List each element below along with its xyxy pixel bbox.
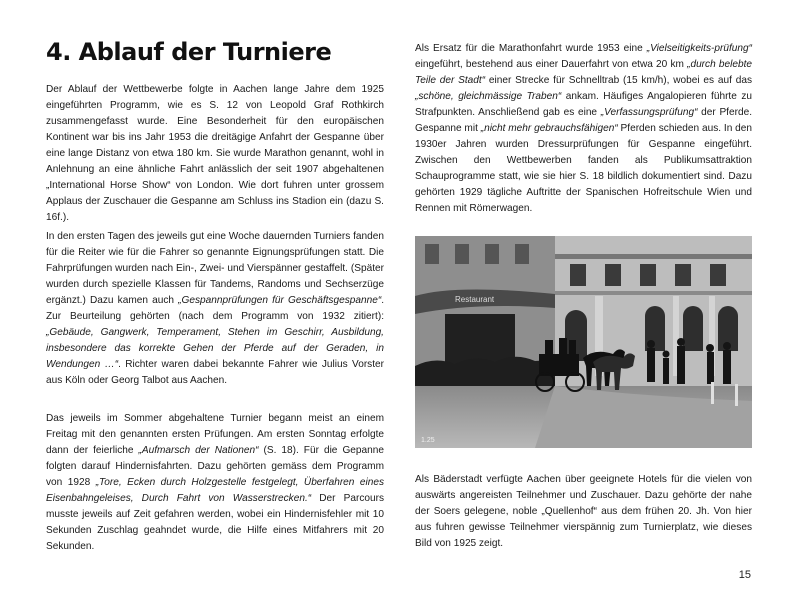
page-number: 15	[738, 569, 751, 581]
quote: „Verfassungsprüfung“	[600, 107, 698, 118]
page-title: 4. Ablauf der Turniere	[46, 38, 332, 66]
historic-photo-quellenhof	[415, 236, 752, 448]
photo-caption: Als Bäderstadt verfügte Aachen über geeignete Hotels für die vielen von auswärts angereisten Teilnehmer und Zuschauer. Dazu gehörte der nahe der Soers gelegene, noble „Quellenhof“ aus dem frühen 20. Jh. Von hier aus fuhren gewisse Teilnehmer vierspännig zum Turnierplatz, wie dieses Bild von 1925 zeigt.	[415, 474, 752, 549]
quote: „schöne, gleichmässige Traben“	[415, 91, 562, 102]
quote: „Gespannprüfungen für Geschäftsgespanne“	[178, 295, 382, 306]
paragraph-sommer-turnier	[46, 411, 384, 555]
photo-illustration	[415, 236, 752, 448]
text-run: (S. 18). Für die Gepanne folgten darauf Hindernisfahrten. Dazu gehörten gemäss dem Programm von 1928	[46, 445, 384, 488]
text-run: . Zur Beurteilung gehörten (nach dem Programm von 1932 zitiert):	[46, 295, 384, 322]
photo-corner-mark: 1.25	[421, 437, 435, 444]
text-run: einer Strecke für Schnelltrab (15 km/h), wobei es auf das	[485, 75, 753, 86]
quote: „Aufmarsch der Nationen“	[138, 445, 259, 456]
paragraph-eignungspruefungen	[46, 229, 384, 389]
quote: „Vielseitigkeits-prüfung“	[646, 43, 752, 54]
quote: „Tore, Ecken durch Holzgestelle festgelegt, Überfahren eines Eisenbahngeleises, Durch Fahrt von Wasserstrecken.“	[46, 477, 385, 504]
quote: „durch belebte Teile der Stadt“	[415, 59, 752, 86]
text-run: ankam. Häufiges Angalopieren führte zu Strafpunkten. Anschließend gab es eine	[415, 91, 752, 118]
text-run: . Richter waren dabei bekannte Fahrer wie Julius Vorster aus Köln oder Georg Talbot aus Aachen.	[46, 359, 385, 386]
paragraph-vielseitigkeit	[415, 41, 752, 217]
text-run: In den ersten Tagen des jeweils gut eine Woche dauernden Turniers fanden für die Reiter wie für die Fahrer so genannte Eignungsprüfungen statt. Die Fahrprüfungen wurden nach Ein-, Zwei- und Vierspänner gestaffelt. (Später wurden durch spezielle Klassen für Tandems, Randoms und Sechserzüge ergänzt.) Dazu kamen auch	[46, 231, 384, 306]
text-run: eingeführt, bestehend aus einer Dauerfahrt von etwa 20 km	[415, 59, 688, 70]
text-run: der Pferde. Gespanne mit	[415, 107, 752, 134]
quote: „nicht mehr gebrauchsfähigen“	[480, 123, 618, 134]
text-run: Pferden schieden aus. In den 1930er Jahren wurden Dressurprüfungen für Gespanne eingeführt. Zwischen den Wettbewerben fanden als Publikumsattraktion Schauprogramme statt, wie sie hier S. 18 bildlich dokumentiert sind. Dazu gehörten 1929 tägliche Auftritte der Spanischen Hofreitschule Wien und Rennen mit Römerwagen.	[415, 123, 752, 214]
paragraph-marathon: Der Ablauf der Wettbewerbe folgte in Aachen lange Jahre dem 1925 eingeführten Programm, wie es S. 12 von Leopold Graf Rothkirch zusammengefasst wurde. Eine Besonderheit für den europäischen Kontinent war bis ins Jahr 1953 die dreitägige Anfahrt der Gespanne über eine lange Distanz von etwa 180 km. Sie wurde Marathon genannt, wohl in Anlehnung an eine ähnliche Fahrt anlässlich der seit 1907 abgehaltenen „International Horse Show“ von London. Wie dort fuhren unter grossem Applaus der Zuschauer die Gespanne am Schluss ins Stadion ein (dazu S. 16f.).	[46, 84, 384, 223]
sign-text: Restaurant	[455, 295, 495, 304]
text-run: Der Parcours musste jeweils auf Zeit gefahren werden, wobei ein Hindernisfehler mit 10 Sekunden Zuschlag geahndet wurde, die Hilfe eines Mitfahrers mit 20 Sekunden.	[46, 493, 384, 552]
text-run: Das jeweils im Sommer abgehaltene Turnier begann meist an einem Freitag mit den genannten ersten Prüfungen. Am ersten Sonntag erfolgte dann der feierliche	[46, 413, 384, 456]
text-run: Als Ersatz für die Marathonfahrt wurde 1953 eine	[415, 43, 647, 54]
quote: „Gebäude, Gangwerk, Temperament, Stehen im Geschirr, Ausbildung, insbesondere das korrekte Gehen der Pferde auf der Geraden, in Wendungen …“	[46, 327, 384, 370]
